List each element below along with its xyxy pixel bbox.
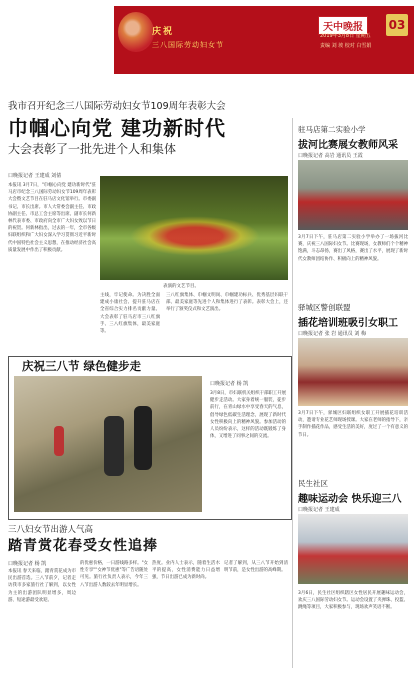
column-divider bbox=[292, 118, 293, 668]
sidebar2-headline: 插花培训班吸引女职工 bbox=[298, 318, 398, 329]
main-byline: 口晚报记者 王建成 刘倩 bbox=[8, 173, 62, 179]
hiking-col1: 本报讯 春天来临，踏青赏花成为市民出游首选。三八节前夕，记者走访我市多家旅行社了解到，以女性为主的出游团队明显增多，周边游、短途游最受欢迎。 bbox=[8, 569, 76, 603]
header-banner bbox=[114, 6, 414, 74]
hiking-col4: 记者了解到，从三八节开始到清明节前，是女性出游的高峰期。 bbox=[224, 561, 288, 574]
sidebar1-text: 3月7日下午，驻马店第二实验小学举办了一场拔河比赛，庆祝三八国际妇女节。比赛现场，女教师们个个精神饱满，斗志昂扬，赛出了风格，赛出了水平，展现了新时代女教师团结协作、积极向上的精神风貌。 bbox=[298, 235, 408, 262]
issue-date: 2019年3月8日 星期五 bbox=[320, 33, 371, 39]
main-col2: 主线，牢记使命。为决胜全面建成小康社会、提升驻马店在全省综合实力排名贡献力量。大会表彰了驻马店市三八红旗手、三八红旗集体，最美家庭等。 bbox=[100, 293, 160, 335]
sidebar2-photo bbox=[298, 338, 408, 406]
hiking-headline: 踏青赏花春受女性追捧 bbox=[8, 538, 158, 554]
hiking-col3: 热度。业内人士表示，随着生活水平的提高，女性消费能力日益增强，节日出游已成为新时尚。 bbox=[152, 561, 220, 581]
main-col1: 本报讯 3月7日，"巾帼心向党 建功新时代"驻马店市纪念三八国际劳动妇女节109周年表彰大会暨文艺节目在驻马店文化馆举行。市委副书记、市长出席。市人大常委会副主任、市政协副主任、市总工会主席等出席。副市长何新林代表市委、市政府向全市广大妇女致以节日的祝贺。何新林指出，过去的一年，全市各级妇联组织和广大妇女深入学习贯彻习近平新时代中国特色社会主义思想，在推动经济社会高质量发展中作出了积极贡献。 bbox=[8, 183, 96, 253]
sidebar2-kicker: 驿城区警创联盟 bbox=[298, 303, 351, 312]
paper-name: 天中晚报 bbox=[318, 16, 368, 35]
hiking-col2: 的优惠价格，一日游线路多样。"女性专享""女神节优惠"等广告语随处可见。旅行社负责人表示，今年三八节出游人数较去年明显增长。 bbox=[80, 561, 148, 588]
sidebar1-byline: 口晚报记者 高岩 通讯员 王霞 bbox=[298, 153, 363, 159]
page-number: 03 bbox=[386, 14, 408, 36]
sidebar3-photo bbox=[298, 514, 408, 584]
sidebar3-kicker: 民生社区 bbox=[298, 479, 328, 488]
sidebar2-text: 3月7日下午，驿城区妇联组织女职工开展插花培训活动，邀请专业花艺师现场授课。大家在老师的指导下，亲手制作插花作品，感受生活的美好，度过了一个有意义的节日。 bbox=[298, 411, 408, 438]
main-headline: 巾帼心向党 建功新时代 bbox=[8, 116, 226, 140]
main-kicker: 我市召开纪念三八国际劳动妇女节109周年表彰大会 bbox=[8, 101, 226, 112]
green-walk-title: 庆祝三八节 绿色健步走 bbox=[22, 359, 142, 373]
sidebar3-text: 3月6日，民生社区组织辖区女性居民开展趣味运动会，欢庆三八国际劳动妇女节。运动会设置了夹弹珠、投篮、跳绳等项目，大家积极参与，现场欢声笑语不断。 bbox=[298, 591, 408, 611]
editor-credit: 责编 刘 坡 校对 白雪娟 bbox=[320, 43, 372, 49]
sidebar2-byline: 口晚报记者 张 岩 通讯员 刘 梅 bbox=[298, 331, 366, 337]
sidebar1-photo bbox=[298, 160, 408, 230]
banner-title-1: 庆祝 bbox=[152, 27, 175, 37]
flower-icon bbox=[118, 12, 154, 52]
green-walk-byline: 口晚报记者 杨 凯 bbox=[210, 381, 249, 387]
main-subhead: 大会表彰了一批先进个人和集体 bbox=[8, 142, 177, 156]
banner-title-2: 三八国际劳动妇女节 bbox=[152, 41, 224, 49]
main-col3: 三八红旗集体、巾帼文明岗、巾帼建功标兵、优秀基层妇联干部、最美家庭等先进个人和集体进行了表彰。表彰大会上，还举行了颁奖仪式和文艺演出。 bbox=[166, 293, 288, 313]
green-walk-text: 3月8日，市妇联机关组织干部职工开展健步走活动。大家身着统一服装，徒步前行，在青山绿水中享受春天的气息，倡导绿色低碳生活理念，展现了新时代女性积极向上的精神风貌。参加活动的人员纷纷表示，这样的活动既锻炼了身体，又增进了同事之间的交流。 bbox=[210, 391, 286, 440]
green-walk-photo bbox=[14, 376, 202, 512]
hiking-byline: 口晚报记者 杨 凯 bbox=[8, 561, 47, 567]
sidebar1-kicker: 驻马店第二实验小学 bbox=[298, 125, 366, 134]
sidebar3-headline: 趣味运动会 快乐迎三八 bbox=[298, 494, 402, 505]
sidebar3-byline: 口晚报记者 王建成 bbox=[298, 507, 340, 513]
hiking-kicker: 三八妇女节出游人气高 bbox=[8, 525, 94, 535]
main-photo-caption: 表演的文艺节目。 bbox=[163, 284, 199, 289]
sidebar1-headline: 拔河比赛展女教师风采 bbox=[298, 140, 398, 151]
main-photo bbox=[100, 176, 288, 280]
